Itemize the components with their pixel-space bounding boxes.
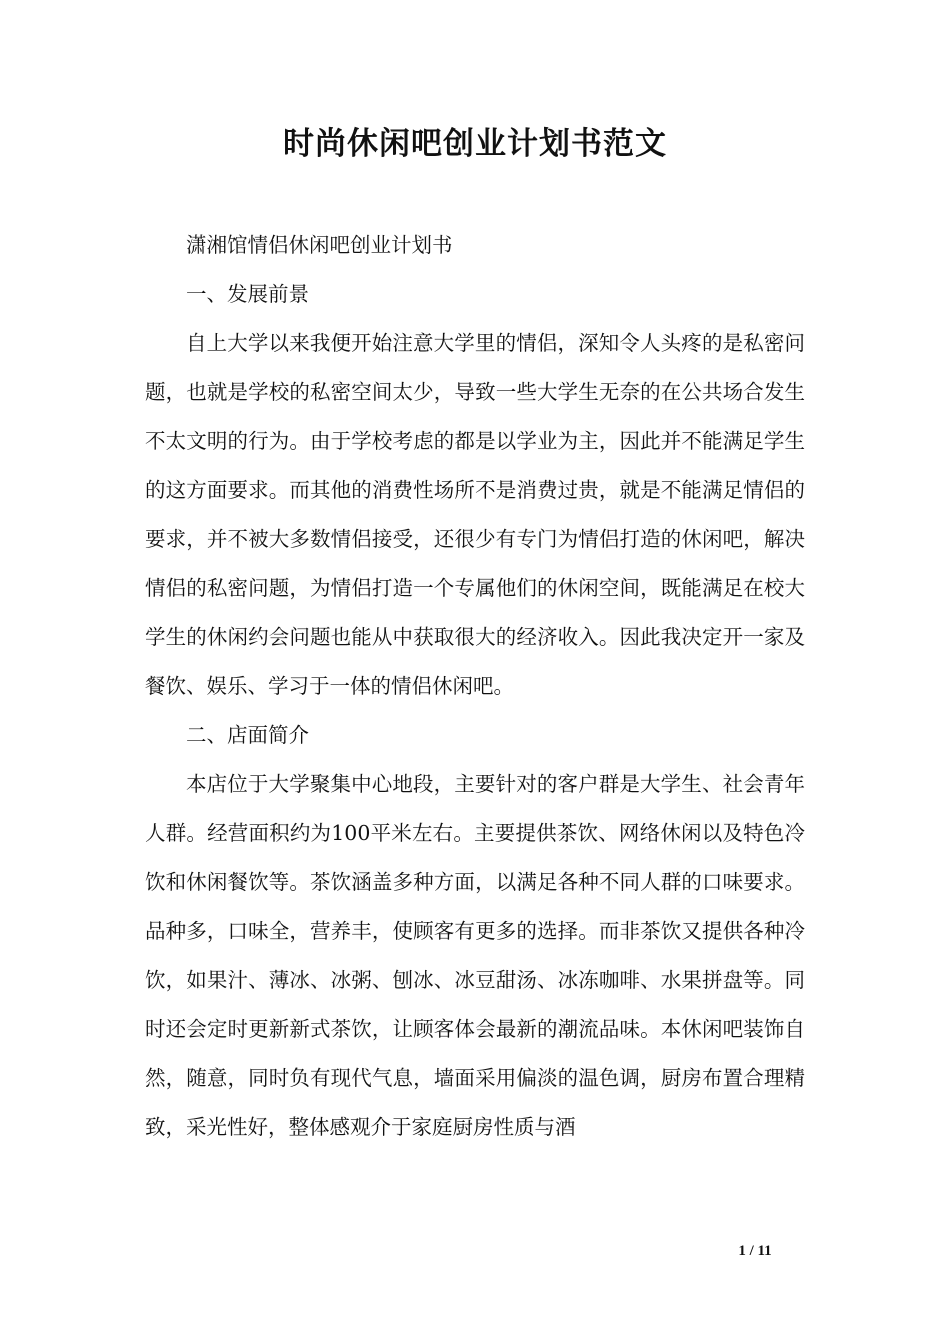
current-page: 1 bbox=[738, 1243, 746, 1259]
page-number bbox=[700, 1243, 810, 1260]
page-separator: / bbox=[745, 1243, 758, 1259]
section-heading-2: 二、店面简介 bbox=[186, 723, 309, 747]
subtitle-paragraph: 潇湘馆情侣休闲吧创业计划书 bbox=[186, 233, 453, 257]
document-title: 时尚休闲吧创业计划书范文 bbox=[283, 126, 667, 162]
body-paragraph: 自上大学以来我便开始注意大学里的情侣，深知令人头疼的是私密问题，也就是学校的私密空间太少，导致一些大学生无奈的在公共场合发生不太文明的行为。由于学校考虑的都是以学业为主，因此并不能满足学生的这方面要求。而其他的消费性场所不是消费过贵，就是不能满足情侣的要求，并不被大多数情侣接受，还很少有专门为情侣打造的休闲吧，解决情侣的私密问题，为情侣打造一个专属他们的休闲空间，既能满足在校大学生的休闲约会问题也能从中获取很大的经济收入。因此我决定开一家及餐饮、娱乐、学习于一体的情侣休闲吧。 bbox=[145, 331, 805, 698]
section-heading-1: 一、发展前景 bbox=[186, 282, 309, 306]
body-paragraph: 本店位于大学聚集中心地段，主要针对的客户群是大学生、社会青年人群。经营面积约为100平米左右。主要提供茶饮、网络休闲以及特色冷饮和休闲餐饮等。茶饮涵盖多种方面，以满足各种不同人群的口味要求。品种多，口味全，营养丰，使顾客有更多的选择。而非茶饮又提供各种冷饮，如果汁、薄冰、冰粥、刨冰、冰豆甜汤、冰冻咖啡、水果拼盘等。同时还会定时更新新式茶饮，让顾客体会最新的潮流品味。本休闲吧装饰自然，随意，同时负有现代气息，墙面采用偏淡的温色调，厨房布置合理精致，采光性好，整体感观介于家庭厨房性质与酒 bbox=[145, 772, 805, 1139]
document-body bbox=[145, 221, 805, 1152]
total-pages: 11 bbox=[757, 1243, 772, 1259]
